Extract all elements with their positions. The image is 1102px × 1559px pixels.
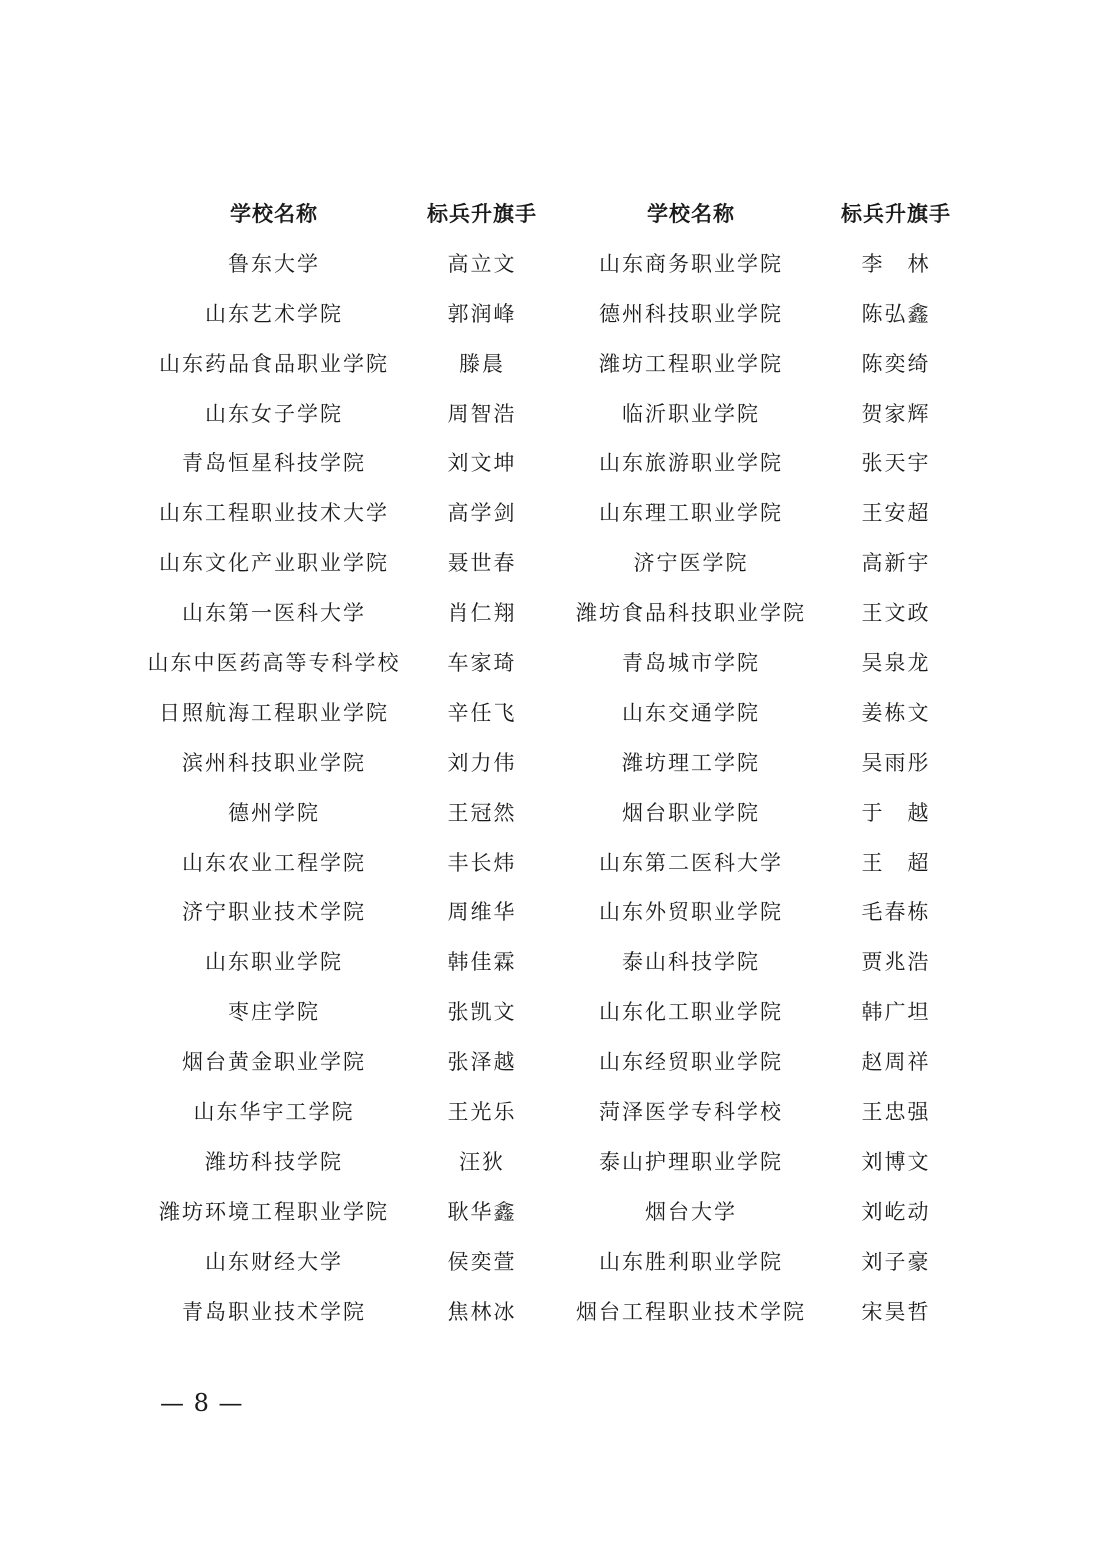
school-name-right: 山东第二医科大学 (599, 850, 783, 875)
school-name-left: 山东财经大学 (205, 1249, 343, 1274)
school-name-left: 山东农业工程学院 (182, 850, 366, 875)
flag-bearer-right: 刘子豪 (861, 1249, 931, 1274)
table-row (0, 489, 1102, 539)
flag-bearer-left: 肖仁翔 (447, 601, 517, 626)
school-name-left: 滨州科技职业学院 (182, 750, 366, 775)
table-row (0, 639, 1102, 689)
school-name-left: 鲁东大学 (228, 251, 320, 276)
table-row (0, 290, 1102, 340)
table-row (0, 390, 1102, 440)
school-name-left: 济宁职业技术学院 (182, 900, 366, 925)
header-flag-bearer-left: 标兵升旗手 (427, 202, 537, 226)
school-name-left: 青岛职业技术学院 (182, 1299, 366, 1324)
school-name-right: 烟台大学 (645, 1199, 737, 1224)
flag-bearer-left: 刘力伟 (447, 750, 517, 775)
table-row (0, 1188, 1102, 1238)
flag-bearer-left: 王冠然 (447, 800, 517, 825)
table-row (0, 938, 1102, 988)
table-row (0, 839, 1102, 889)
flag-bearer-left: 张凯文 (447, 1000, 517, 1025)
flag-bearer-right: 王 超 (861, 850, 931, 875)
school-name-left: 山东华宇工学院 (193, 1100, 355, 1125)
flag-bearer-right: 于 越 (861, 800, 931, 825)
school-name-right: 山东旅游职业学院 (599, 451, 783, 476)
school-name-right: 泰山科技学院 (622, 950, 760, 975)
table-body (0, 240, 1102, 1338)
flag-bearer-left: 滕晨 (459, 351, 505, 376)
flag-bearer-right: 韩广坦 (861, 1000, 931, 1025)
school-name-right: 潍坊食品科技职业学院 (576, 601, 806, 626)
flag-bearer-right: 贾兆浩 (861, 950, 931, 975)
school-name-left: 潍坊环境工程职业学院 (159, 1199, 389, 1224)
header-school-name-right: 学校名称 (647, 202, 735, 226)
table-row (0, 539, 1102, 589)
flag-bearer-right: 毛春栋 (861, 900, 931, 925)
table-row (0, 1238, 1102, 1288)
flag-bearer-right: 李 林 (861, 251, 931, 276)
school-name-right: 山东经贸职业学院 (599, 1050, 783, 1075)
school-name-right: 山东理工职业学院 (599, 501, 783, 526)
flag-bearer-left: 郭润峰 (447, 301, 517, 326)
flag-bearer-right: 吴泉龙 (861, 651, 931, 676)
flag-bearer-left: 周智浩 (447, 401, 517, 426)
flag-bearer-left: 刘文坤 (447, 451, 517, 476)
header-flag-bearer-right: 标兵升旗手 (841, 202, 951, 226)
school-name-right: 泰山护理职业学院 (599, 1149, 783, 1174)
flag-bearer-left: 周维华 (447, 900, 517, 925)
school-name-left: 潍坊科技学院 (205, 1149, 343, 1174)
flag-bearer-right: 王文政 (861, 601, 931, 626)
flag-bearer-right: 赵周祥 (861, 1050, 931, 1075)
school-name-right: 临沂职业学院 (622, 401, 760, 426)
flag-bearer-left: 丰长炜 (447, 850, 517, 875)
flag-bearer-left: 王光乐 (447, 1100, 517, 1125)
flag-bearer-right: 王忠强 (861, 1100, 931, 1125)
school-name-right: 青岛城市学院 (622, 651, 760, 676)
flag-bearer-left: 聂世春 (447, 551, 517, 576)
table-row (0, 340, 1102, 390)
flag-bearer-right: 王安超 (861, 501, 931, 526)
school-name-right: 济宁医学院 (633, 551, 749, 576)
flag-bearer-right: 姜栋文 (861, 700, 931, 725)
flag-bearer-left: 汪狄 (459, 1149, 505, 1174)
school-name-left: 山东第一医科大学 (182, 601, 366, 626)
school-name-right: 潍坊理工学院 (622, 750, 760, 775)
school-flag-bearer-table (0, 190, 1102, 1337)
school-name-left: 山东中医药高等专科学校 (147, 651, 401, 676)
school-name-left: 山东工程职业技术大学 (159, 501, 389, 526)
flag-bearer-left: 高学剑 (447, 501, 517, 526)
flag-bearer-left: 焦林冰 (447, 1299, 517, 1324)
table-header-row (0, 190, 1102, 240)
flag-bearer-left: 张泽越 (447, 1050, 517, 1075)
school-name-left: 山东女子学院 (205, 401, 343, 426)
school-name-left: 山东职业学院 (205, 950, 343, 975)
school-name-right: 山东交通学院 (622, 700, 760, 725)
flag-bearer-left: 车家琦 (447, 651, 517, 676)
table-row (0, 739, 1102, 789)
school-name-left: 山东药品食品职业学院 (159, 351, 389, 376)
school-name-left: 德州学院 (228, 800, 320, 825)
school-name-left: 青岛恒星科技学院 (182, 451, 366, 476)
school-name-right: 山东外贸职业学院 (599, 900, 783, 925)
table-row (0, 1088, 1102, 1138)
school-name-right: 山东商务职业学院 (599, 251, 783, 276)
page-number: — 8 — (160, 1389, 244, 1417)
flag-bearer-right: 宋昊哲 (861, 1299, 931, 1324)
flag-bearer-right: 刘博文 (861, 1149, 931, 1174)
table-row (0, 1138, 1102, 1188)
school-name-left: 日照航海工程职业学院 (159, 700, 389, 725)
school-name-right: 山东化工职业学院 (599, 1000, 783, 1025)
table-row (0, 240, 1102, 290)
school-name-left: 山东艺术学院 (205, 301, 343, 326)
school-name-right: 山东胜利职业学院 (599, 1249, 783, 1274)
flag-bearer-left: 韩佳霖 (447, 950, 517, 975)
table-row (0, 439, 1102, 489)
flag-bearer-left: 耿华鑫 (447, 1199, 517, 1224)
table-row (0, 789, 1102, 839)
school-name-left: 枣庄学院 (228, 1000, 320, 1025)
flag-bearer-right: 张天宇 (861, 451, 931, 476)
school-name-right: 烟台职业学院 (622, 800, 760, 825)
flag-bearer-left: 辛任飞 (447, 700, 517, 725)
school-name-left: 烟台黄金职业学院 (182, 1050, 366, 1075)
table-row (0, 689, 1102, 739)
school-name-right: 烟台工程职业技术学院 (576, 1299, 806, 1324)
flag-bearer-left: 侯奕萱 (447, 1249, 517, 1274)
school-name-left: 山东文化产业职业学院 (159, 551, 389, 576)
flag-bearer-right: 陈弘鑫 (861, 301, 931, 326)
table-row (0, 589, 1102, 639)
flag-bearer-right: 刘屹动 (861, 1199, 931, 1224)
table-row (0, 1038, 1102, 1088)
table-row (0, 1288, 1102, 1338)
school-name-right: 德州科技职业学院 (599, 301, 783, 326)
flag-bearer-left: 高立文 (447, 251, 517, 276)
school-name-right: 菏泽医学专科学校 (599, 1100, 783, 1125)
table-row (0, 988, 1102, 1038)
table-row (0, 888, 1102, 938)
school-name-right: 潍坊工程职业学院 (599, 351, 783, 376)
flag-bearer-right: 贺家辉 (861, 401, 931, 426)
flag-bearer-right: 陈奕绮 (861, 351, 931, 376)
flag-bearer-right: 高新宇 (861, 551, 931, 576)
flag-bearer-right: 吴雨彤 (861, 750, 931, 775)
header-school-name-left: 学校名称 (230, 202, 318, 226)
